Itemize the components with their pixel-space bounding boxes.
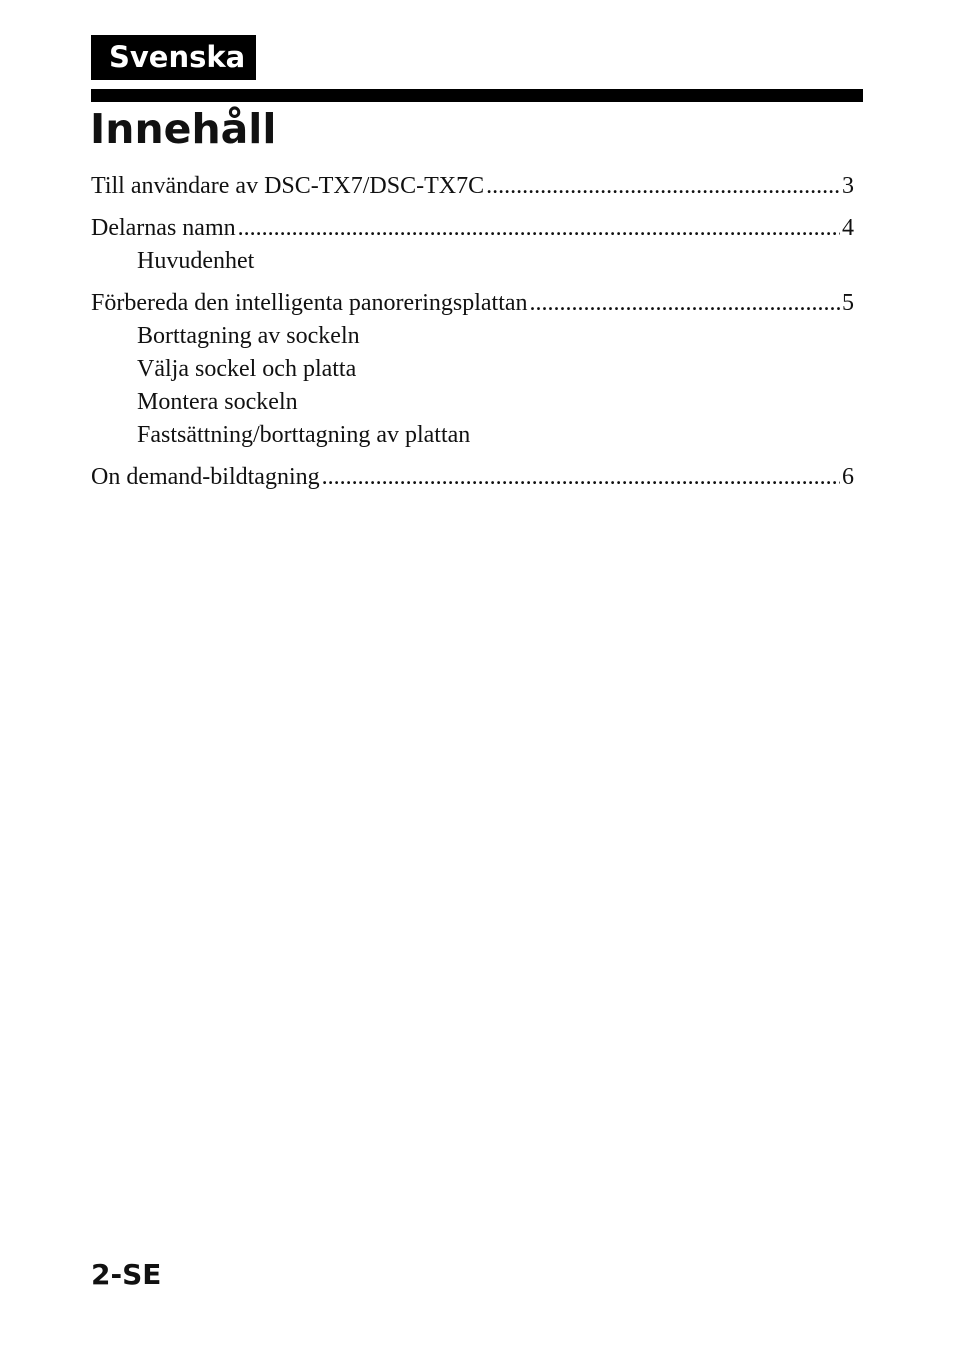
toc-subitem[interactable]: Montera sockeln [137, 389, 298, 415]
toc-entry[interactable] [91, 460, 854, 494]
dot-leader [486, 169, 840, 203]
toc-entry-page: 5 [842, 290, 854, 316]
dot-leader [238, 211, 840, 245]
toc-entry[interactable] [91, 286, 854, 320]
language-tab: Svenska [91, 35, 256, 80]
page-number: 2-SE [91, 1258, 162, 1291]
toc-entry-page: 6 [842, 464, 854, 490]
toc-entry-label: On demand-bildtagning [91, 464, 320, 490]
toc-group [91, 169, 854, 203]
toc-group [91, 460, 854, 494]
toc-entry-label: Till användare av DSC-TX7/DSC-TX7C [91, 173, 485, 199]
toc-entry-label: Förbereda den intelligenta panoreringsplattan [91, 290, 528, 316]
toc-subitem[interactable]: Huvudenhet [137, 248, 255, 274]
page-title: Innehåll [90, 105, 277, 153]
toc-entry-page: 4 [842, 215, 854, 241]
dot-leader [530, 286, 840, 320]
toc-group [91, 211, 854, 278]
dot-leader [322, 460, 840, 494]
toc-subitem[interactable]: Borttagning av sockeln [137, 323, 360, 349]
table-of-contents [91, 169, 854, 502]
toc-group [91, 286, 854, 452]
toc-entry-label: Delarnas namn [91, 215, 236, 241]
toc-subitem[interactable]: Fastsättning/borttagning av plattan [137, 422, 471, 448]
toc-entry[interactable] [91, 169, 854, 203]
toc-entry-page: 3 [842, 173, 854, 199]
toc-entry[interactable] [91, 211, 854, 245]
toc-subitem[interactable]: Välja sockel och platta [137, 356, 357, 382]
